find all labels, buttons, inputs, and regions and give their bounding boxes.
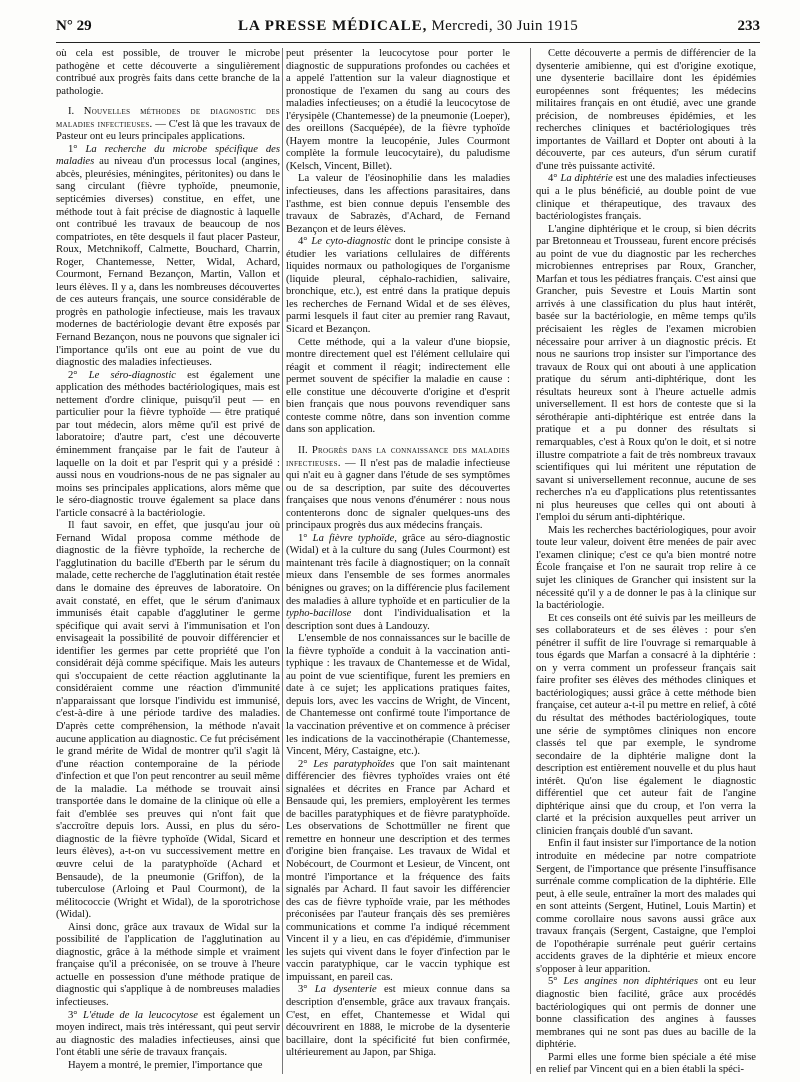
paragraph xyxy=(56,370,280,521)
item-title: Le séro-diagnostic xyxy=(88,369,176,381)
item-title: La dysenterie xyxy=(314,984,377,996)
paragraph: Et ces conseils ont été suivis par les meilleurs de ses collaborateurs et de ses élèves : pour s'en pénétrer il suffit de lire l'ouvrage si remarquable à tous égards que Marfan a consacré à la diphtérie : on y verra comment un professeur français sait faire profiter ses élèves des méthodes cliniques et bactériologiques; aussi grâce à cette méthode bien française, cet auteur a-t-il pu mettre en relief, à côté du résultat des méthodes bactériologiques, toute une série de symptômes cliniques non encore classés tel que par exemple, le syndrome secondaire de la diphtérie maligne dont la description est entièrement nouvelle et du plus haut intérêt. Qu'on lise également le diagnostic différentiel que cet auteur fait de l'angine diphtérique ainsi que du croup, et l'on verra la clarté et la précision auxquelles peut arriver un clinicien français doublé d'un savant. xyxy=(536,612,756,837)
item-number: 5° xyxy=(548,976,558,988)
section-text: — Il n'est pas de maladie infectieuse qui n'ait eu à gagner dans l'étude de ses symptômes ou de sa description, par suite des découvertes françaises que nous venons d'énumérer : nous nous contenterons donc de signaler quelques-uns des principaux progrès dus aux médecins français. xyxy=(286,457,510,532)
journal-name: LA PRESSE MÉDICALE, xyxy=(237,18,428,34)
item-title: La diphtérie xyxy=(560,173,613,185)
item-text: dont l'individualisation et la description sont dues à Landouzy. xyxy=(286,608,510,632)
paragraph xyxy=(286,236,510,336)
issue-date: Mercredi, 30 Juin 1915 xyxy=(431,18,579,34)
page-header xyxy=(56,18,760,40)
header-rule xyxy=(56,42,760,43)
paragraph: Mais les recherches bactériologiques, pour avoir toute leur valeur, doivent être menées de pair avec l'examen clinique; c'est ce qu'a bien montré notre École française et l'on ne saurait trop relire à ce sujet les cliniques de Grancher qui insistent sur la nécessité qu'il y a de donner le pas à la clinique sur la bactériologie. xyxy=(536,524,756,612)
paragraph: Il faut savoir, en effet, que jusqu'au jour où Fernand Widal proposa comme méthode de diagnostic de la fièvre typhoïde, la recherche de l'agglutination du bacille d'Eberth par le sérum du malade, cette recherche de l'agglutination était restée dans le domaine des épreuves de laboratoire. On avait constaté, en effet, que le sérum d'animaux immunisés était capable d'agglutiner le germe spécifique qui avait servi à l'immunisation et l'on envisageait la possibilité de pouvoir différencier et identifier les germes par cette propriété que l'on considérait déjà comme spécifique. Mais les auteurs qui s'occupaient de cette réaction agglutinante la considéraient comme une réaction d'immunité n'apparaissant que lorsque l'individu est immunisé, c'est-à-dire à une période tardive des maladies. D'après cette compréhension, la méthode n'avait aucune application au diagnostic. Ce fut précisément le grand mérite de Widal de montrer qu'il s'agit là d'une réaction contemporaine de la période d'infection et que l'on peut rencontrer au seuil même de la maladie. La méthode se trouvait ainsi transportée dans le domaine de la clinique où elle a fait d'emblée ses preuves qui n'ont fait que s'accroître depuis lors. Aussi, en plus du séro-diagnostic de la fièvre typhoïde (Widal, Sicard et leurs élèves), a-t-on vu successivement mettre en œuvre celui de la paratyphoïde (Achard et Bensaude), de la pneumonie (Griffon), de la tuberculose (Arloing et Paul Courmont), de la mélitococcie (Wright et Widal), de la sporotrichose (Widal). xyxy=(56,520,280,921)
item-title: L'étude de la leucocytose xyxy=(82,1009,198,1021)
paragraph: Ainsi donc, grâce aux travaux de Widal sur la possibilité de l'application de l'agglutination au diagnostic, grâce à la méthode simple et vraiment française qu'il a préconisée, on se trouve à l'heure actuelle en possession d'une méthode pratique de diagnostic qui s'applique à de nombreuses maladies infectieuses. xyxy=(56,921,280,1009)
item-text: grâce au séro-diagnostic (Widal) et à la culture du sang (Jules Courmont) est maintenant très facile à diagnostiquer; on la connaît mieux dans l'ensemble de ses formes anormales bénignes ou graves; on la différencie plus facilement des maladies à allure typhoïde et en particulier de la xyxy=(286,532,510,607)
section-text: — C'est là que les travaux de Pasteur ont eu leurs principales applications. xyxy=(56,118,280,143)
paragraph xyxy=(286,533,510,633)
item-title: La recherche du microbe spécifique des maladies xyxy=(56,143,280,168)
paragraph xyxy=(56,1010,280,1060)
text-column-middle xyxy=(286,48,510,1074)
item-title: La fièvre typhoïde, xyxy=(312,532,397,544)
item-text: dont le principe consiste à étudier les variations cellulaires de différents liquides normaux ou pathologiques de l'organisme (liquide pleural, céphalo-rachidien, salivaire, bronchique, etc.), est entré dans la pratique depuis les recherches de Fernand Widal et de ses élèves, parmi lesquels il faut citer au premier rang Ravaut, Sicard et Bezançon. xyxy=(286,236,510,336)
paragraph: Parmi elles une forme bien spéciale a été mise en relief par Vincent qui en a bien établi la spéci- xyxy=(536,1051,756,1074)
section-heading-paragraph xyxy=(56,106,280,144)
item-text: est une des maladies infectieuses qui a le plus bénéficié, au double point de vue clinique et thérapeutique, des travaux des bactériologistes français. xyxy=(536,173,756,223)
paragraph: L'angine diphtérique et le croup, si bien décrits par Bretonneau et Trousseau, furent encore précisés au point de vue du diagnostic par les recherches microbiennes entreprises par Roux, Grancher, Marfan et tous les pédiatres français. C'est ainsi que Grancher, puis Sevestre et Louis Martin sont arrivés à une classification du plus haut intérêt, basée sur la bactériologie, en même temps qu'ils précisaient les règles de l'examen microbien nécessaire pour arriver à un diagnostic précis. Et nous ne saurions trop insister sur l'importance des travaux de Roux qui ont abouti à une application pratique du sérum anti-diphtérique, dont les résultats heureux sont à l'heure actuelle admis universellement. Il est hors de conteste que si la sérothérapie anti-diphtérique est entrée dans la pratique et a pu donner des résultats si remarquables, c'est à Roux qu'on le doit, et si notre illustre compatriote a fait de très nombreux travaux scientifiques qui lui méritent une réputation de savant si universellement reconnue, aucune de ses recherches n'a eu d'applications plus retentissantes ni plus heureuses que celles qui ont abouti à l'emploi du sérum anti-diphtérique. xyxy=(536,223,756,524)
paragraph: où cela est possible, de trouver le microbe pathogène et cette découverte a singulièrement contribué aux progrès faits dans cette branche de la pathologie. xyxy=(56,48,280,97)
paragraph: Cette découverte a permis de différencier de la dysenterie amibienne, qui est d'origine exotique, une dysenterie bacillaire dont les épidémies européennes sont fréquentes; les médecins militaires français en ont étudié, avec une grande précision, de nombreuses épidémies, et les recherches cliniques et bactériologiques très importantes de Vaillard et Dopter ont abouti à la découverte, par ces auteurs, d'un sérum curatif d'une très puissante activité. xyxy=(536,48,756,172)
column-divider xyxy=(530,48,531,1074)
item-number: 2° xyxy=(298,758,308,770)
item-number: 3° xyxy=(68,1009,78,1021)
item-text: est également une application des méthodes bactériologiques, mais est nettement d'ordre clinique, puisqu'il peut — en particulier pour la fièvre typhoïde — être pratiqué par tout médecin, alors même qu'il est privé de laboratoire; d'autre part, c'est une découverte éminemment française par le fait de l'auteur à laquelle on la doit et par l'esprit qui y a présidé : aussi nous en voudrions-nous de ne pas signaler au moins ses principales applications, alors même que le séro-diagnostic trouve également sa place dans l'article consacré à la bactériologie. xyxy=(56,369,280,519)
item-title: Les paratyphoïdes xyxy=(313,758,395,770)
section-heading-paragraph xyxy=(286,445,510,533)
text-column-left xyxy=(56,48,280,1074)
paragraph: peut présenter la leucocytose pour porter le diagnostic de suppurations profondes ou cachées et a appelé l'attention sur la valeur diagnostique et pronostique de l'examen du sang au cours des maladies infectieuses; on a étudié la leucocytose de l'érysipèle (Chantemesse) de la pneumonie (Loeper), des oreillons (Sacquépée), de la fièvre typhoïde (Hayem montre la leucopénie, Jules Courmont complète la formule leucocytaire), du paludisme (Kelsch, Vincent, Billet). xyxy=(286,48,510,172)
paragraph xyxy=(286,759,510,985)
item-title: Le cyto-diagnostic xyxy=(311,236,392,248)
item-number: 4° xyxy=(548,173,558,185)
section-title: Nouvelles méthodes de diagnostic des maladies infectieuses. xyxy=(56,106,280,130)
item-text: est mieux connue dans sa description d'ensemble, grâce aux travaux français. C'est, en effet, Chantemesse et Widal qui découvrirent en 1888, le microbe de la dysenterie bacillaire, dont la spécificité fut bien confirmée, ultérieurement au Japon, par Shiga. xyxy=(286,984,510,1059)
item-text: au niveau d'un processus local (angines, abcès, pleurésies, méningites, péritonites) ou dans le sang circulant (fièvre typhoïde, pneumonie, septicémies diverses) constitue, en effet, une méthode tout à fait précise de diagnostic à laquelle ont contribué les travaux de beaucoup de nos compatriotes, en tête desquels il faut placer Pasteur, Roux, Metchnikoff, Calmette, Bouchard, Charrin, Roger, Chantemesse, Netter, Widal, Achard, Courmont, Fernand Bezançon, Martin, Vallon et leurs élèves. Il y a, dans les nombreuses découvertes de ces auteurs français, une source considérable de progrès en pathologie infectieuse, mais les travaux modernes de bactériologie devant être exposés par Fernand Bezançon, nous ne pouvons que signaler ici l'importance qu'ils ont eue au point de vue du diagnostic des maladies infectieuses. xyxy=(56,156,280,369)
paragraph: Hayem a montré, le premier, l'importance que xyxy=(68,1059,263,1071)
paragraph xyxy=(536,173,756,223)
item-term: typho-bacillose xyxy=(286,608,352,620)
paragraph: La valeur de l'éosinophilie dans les maladies infectieuses, dans les affections parasitaires, dans l'asthme, est bien connue depuis l'ensemble des travaux de Sabrazès, d'Achard, de Fernand Bezançon et de leurs élèves. xyxy=(286,173,510,235)
issue-number: N° 29 xyxy=(56,18,92,34)
paragraph: L'ensemble de nos connaissances sur le bacille de la fièvre typhoïde a conduit à la vaccination anti-typhique : les travaux de Chantemesse et de Widal, au point de vue scientifique, furent les premiers en date à ce sujet; les applications pratiques faites, depuis lors, avec les vaccins de Wright, de Vincent, de Chantemesse ont confirmé toute l'importance de la vaccination préventive et on commence à préciser les indications de la vaccinothérapie (Chantemesse, Vincent, Méry, Castaigne, etc.). xyxy=(286,633,510,758)
item-number: 1° xyxy=(298,532,308,544)
text-column-right xyxy=(536,48,756,1074)
section-number: I. xyxy=(68,106,75,118)
paragraph xyxy=(536,976,756,1051)
item-number: 2° xyxy=(68,369,78,381)
paragraph: Cette méthode, qui a la valeur d'une biopsie, montre directement quel est l'élément cellulaire qui réagit et comment il réagit; indirectement elle permet souvent de spécifier la maladie en cause : elle constitue une découverte d'origine et d'esprit bien français que nous pouvons revendiquer sans conteste comme nôtre, dans son invention comme dans son application. xyxy=(286,336,510,436)
section-number: II. xyxy=(298,444,308,456)
paragraph xyxy=(56,144,280,370)
paragraph: Enfin il faut insister sur l'importance de la notion introduite en médecine par notre compatriote Sergent, de l'importance que présente l'insuffisance surrénale comme complication de la diphtérie. Elle peut, à elle seule, entraîner la mort des malades qui en sont atteints (Sergent, Hutinel, Louis Martin) et comme corollaire nous savons aussi grâce aux travaux français (Sergent, Castaigne, que l'emploi de l'opothérapie surrénale peut guérir certains accidents graves de la diphtérie et mieux encore s'opposer à leur apparition. xyxy=(536,838,756,975)
item-text: que l'on sait maintenant différencier des fièvres typhoïdes vraies ont été signalées et décrites en France par Achard et Bensaude qui, les premiers, employèrent les termes de bacilles paratyphiques et de fièvre paratyphoïde. Les observations de Schottmüller ne firent que remettre en honneur une description et des termes d'origine bien française. Les travaux de Widal et Nobécourt, de Courmont et Lesieur, de Vincent, ont montré l'importance et la fréquence des faits signalés par Achard. Il faut savoir les différencier des cas de fièvre typhoïde vraie, par les méthodes préconisées par l'auteur français dès ses premières communications et comme l'a indiqué récemment Vincent il y a lieu, en cas d'épidémie, d'immuniser les sujets qui vivent dans le foyer d'infection par le vaccin paratyphique, car le vaccin typhique est impuissant, en pareil cas. xyxy=(286,758,510,983)
item-text: ont eu leur diagnostic bien facilité, grâce aux procédés bactériologiques qui ont permis de donner une bonne classification des angines à fausses membranes qui ne sont pas dues au bacille de la diphtérie. xyxy=(536,976,756,1051)
item-title: Les angines non diphtériques xyxy=(563,976,699,988)
item-number: 1° xyxy=(68,143,78,155)
paragraph xyxy=(286,984,510,1059)
page-number: 233 xyxy=(737,18,760,34)
column-divider xyxy=(282,48,283,1074)
section-title: Progrès dans la connaissance des maladies infectieuses. xyxy=(286,444,510,469)
item-number: 3° xyxy=(298,984,308,996)
journal-masthead xyxy=(56,18,760,35)
item-number: 4° xyxy=(298,236,308,248)
item-text: est également un moyen indirect, mais très intéressant, qui peut servir au diagnostic des maladies infectieuses, ainsi que l'ont établi une série de travaux français. xyxy=(56,1009,280,1059)
